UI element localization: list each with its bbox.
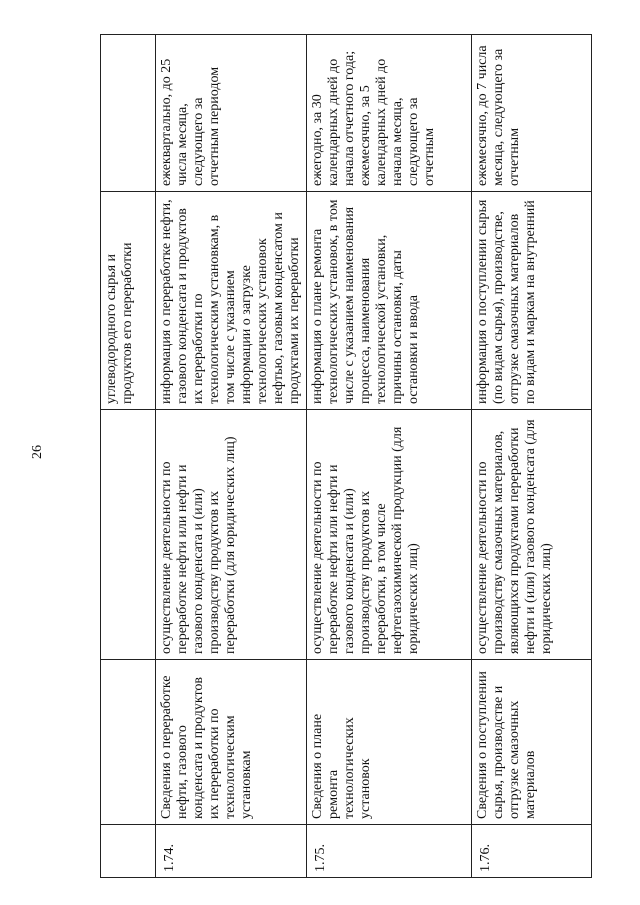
row-content: информация о поступлении сырья (по видам сырья), производстве, отгрузке смазочных материалов по видам и маркам на внутренний xyxy=(472,192,592,410)
row-activity: осуществление деятельности по производству смазочных материалов, являющихся продуктами переработки нефти и (или) газового конденсата (для юридических лиц) xyxy=(472,410,592,660)
row-activity: осуществление деятельности по переработке нефти или нефти и газового конденсата и (или) производству продуктов их переработки, в том числе нефтегазохимической продукции (для юридических лиц) xyxy=(307,410,472,660)
row-number: 1.74. xyxy=(156,825,307,878)
table-cell-continuation-content: углеводородного сырья и продуктов его переработки xyxy=(101,192,156,410)
row-number: 1.75. xyxy=(307,825,472,878)
table-cell-empty xyxy=(101,825,156,878)
row-period: ежемесячно, до 7 числа месяца, следующего за отчетным xyxy=(472,35,592,192)
table-cell-empty xyxy=(101,660,156,825)
table-row xyxy=(472,35,592,878)
row-number: 1.76. xyxy=(472,825,592,878)
table-cell-empty xyxy=(101,35,156,192)
services-table xyxy=(100,34,592,878)
row-period: ежегодно, за 30 календарных дней до начала отчетного года; ежемесячно, за 5 календарных дней до начала месяца, следующего за отчетным xyxy=(307,35,472,192)
rotated-table-wrapper xyxy=(100,35,590,878)
row-name: Сведения о поступлении сырья, производстве и отгрузке смазочных материалов xyxy=(472,660,592,825)
row-name: Сведения о переработке нефти, газового конденсата и продуктов их переработки по технологическим установкам xyxy=(156,660,307,825)
row-name: Сведения о плане ремонта технологических установок xyxy=(307,660,472,825)
row-content: информация о переработке нефти, газового конденсата и продуктов их переработки по технологическим установкам, в том числе с указанием информации о загрузке технологических установок нефтью, газовым конденсатом и продуктами их переработки xyxy=(156,192,307,410)
table-row xyxy=(307,35,472,878)
row-content: информация о плане ремонта технологических установок, в том числе с указанием наименования процесса, наименования технологической установки, причины остановки, даты остановки и ввода xyxy=(307,192,472,410)
table-cell-empty xyxy=(101,410,156,660)
row-period: ежеквартально, до 25 числа месяца, следующего за отчетным периодом xyxy=(156,35,307,192)
table-row xyxy=(156,35,307,878)
page-number: 26 xyxy=(30,445,45,459)
row-activity: осуществление деятельности по переработке нефти или нефти и газового конденсата и (или) производству продуктов их переработки (для юридических лиц) xyxy=(156,410,307,660)
table-row-continuation xyxy=(101,35,156,878)
